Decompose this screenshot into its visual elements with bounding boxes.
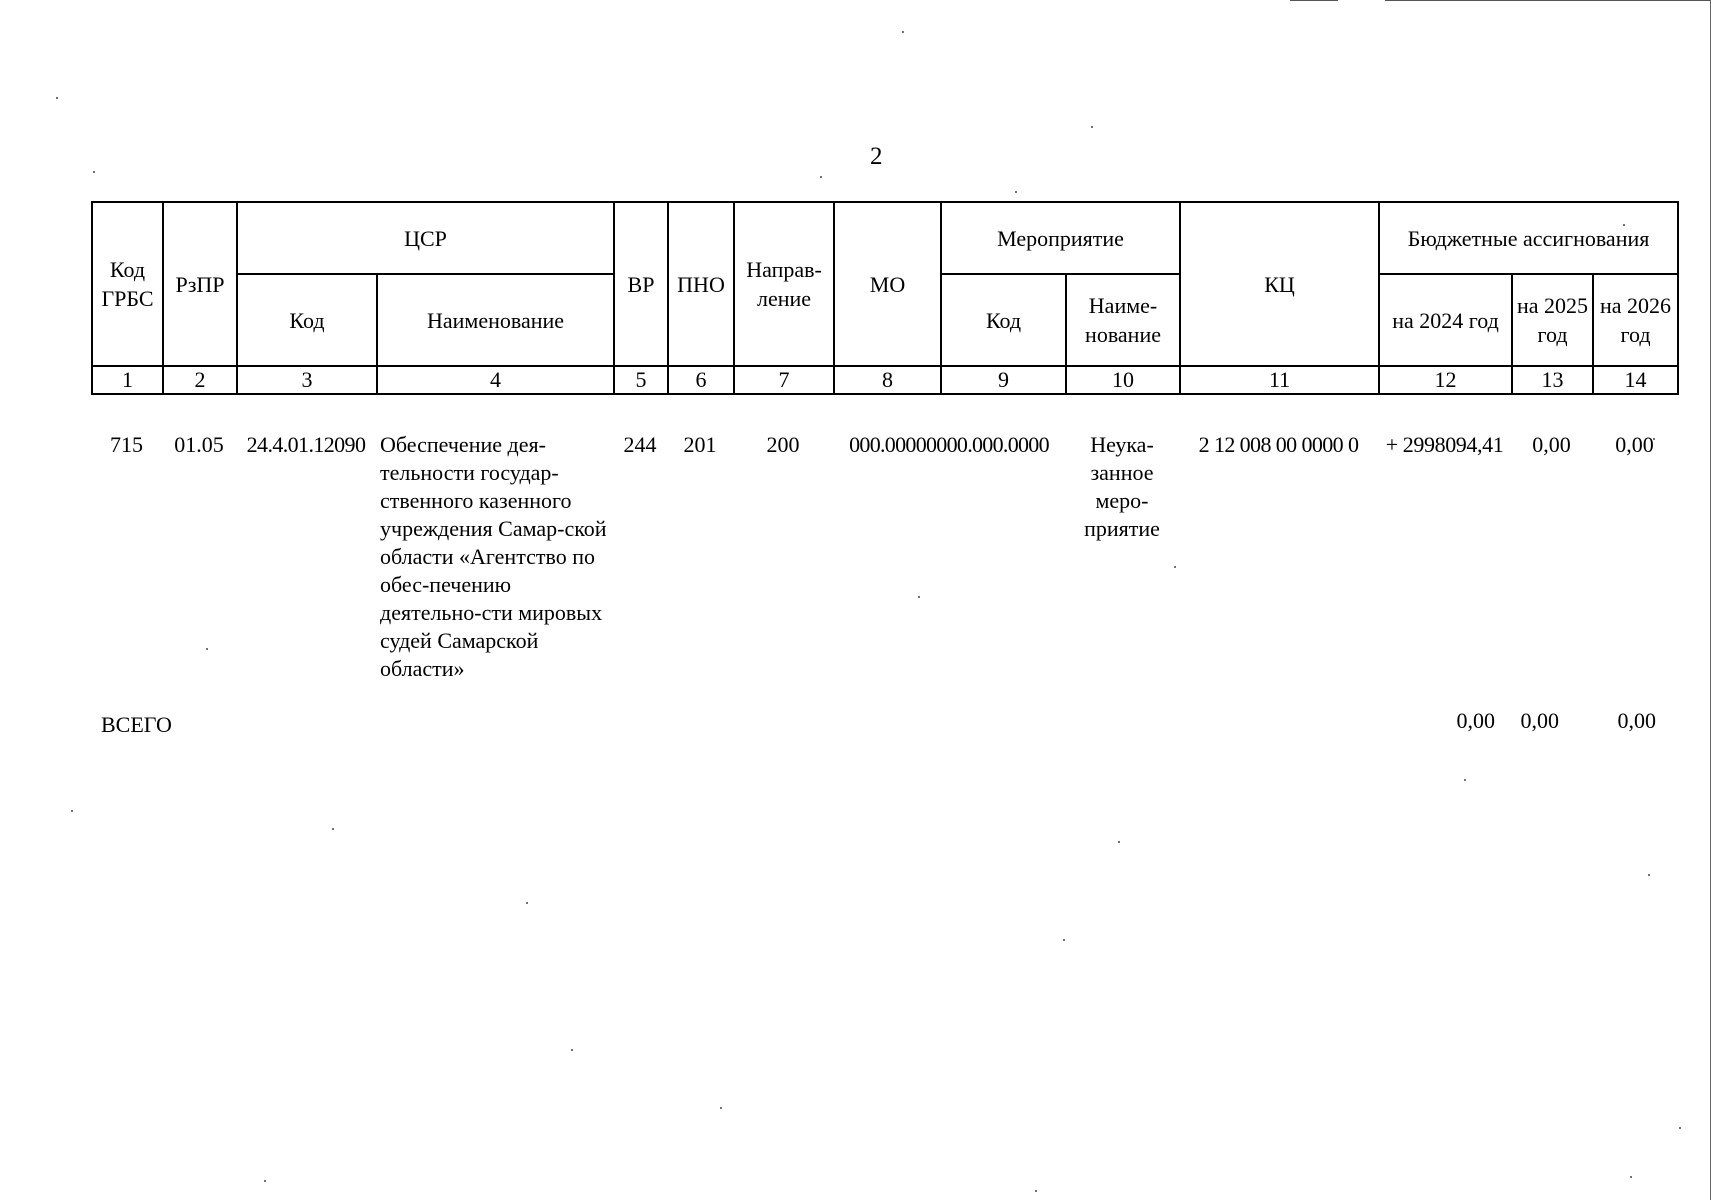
scan-speck [1630, 1176, 1632, 1178]
cell-vr: 244 [623, 432, 657, 457]
total-amount-2026: 0,00 [1617, 708, 1656, 733]
budget-table-header [91, 201, 1679, 395]
cell-csr-name: Обеспечение дея-тельности государ-ственного казенного учреждения Самар-ской области «Агентство по обес-печению деятельно-сти мировых судей Самарской области» [380, 432, 607, 681]
column-number: 7 [734, 366, 834, 394]
header-grbs: Код ГРБС [92, 202, 163, 366]
header-csr: ЦСР [237, 202, 614, 274]
scan-speck [71, 810, 73, 812]
total-amount-2025: 0,00 [1520, 708, 1559, 733]
column-number: 6 [668, 366, 734, 394]
scan-speck [571, 1049, 573, 1051]
column-number: 1 [92, 366, 163, 394]
header-pno: ПНО [668, 202, 734, 366]
header-year-2024: на 2024 год [1379, 274, 1512, 366]
cell-grbs: 715 [110, 432, 143, 457]
scan-speck [1015, 191, 1017, 193]
scan-speck [264, 1180, 266, 1182]
scan-speck [332, 828, 334, 830]
scan-speck [1648, 874, 1650, 876]
scan-speck [1091, 126, 1093, 128]
scan-speck [526, 902, 528, 904]
header-vr: ВР [614, 202, 668, 366]
header-year-2026: на 2026 год [1593, 274, 1678, 366]
total-amount-2024: 0,00 [1456, 708, 1495, 733]
header-year-2025: на 2025 год [1512, 274, 1593, 366]
cell-rzpr: 01.05 [174, 432, 224, 457]
header-event-name: Наиме-нование [1066, 274, 1180, 366]
header-rzpr: РзПР [163, 202, 237, 366]
page-number: 2 [870, 143, 883, 170]
cell-amount-2026: 0,00 [1615, 432, 1654, 457]
scan-speck [56, 97, 58, 99]
cell-mo-event-code: 000.00000000.000.0000 [849, 432, 1049, 457]
scan-speck [1063, 939, 1065, 941]
cell-amount-2024: + 2998094,41 [1385, 432, 1504, 457]
column-number: 3 [237, 366, 377, 394]
header-event: Мероприятие [941, 202, 1180, 274]
cell-pno: 201 [683, 432, 717, 457]
header-event-code: Код [941, 274, 1066, 366]
header-kc: КЦ [1180, 202, 1379, 366]
column-number: 11 [1180, 366, 1379, 394]
scan-speck [720, 1107, 722, 1109]
scan-speck [1679, 1127, 1681, 1129]
column-number: 13 [1512, 366, 1593, 394]
scan-speck [1118, 841, 1120, 843]
scan-speck [93, 171, 95, 173]
header-direction: Направ-ление [734, 202, 834, 366]
header-budget: Бюджетные ассигнования [1379, 202, 1678, 274]
column-number: 2 [163, 366, 237, 394]
total-label: ВСЕГО [101, 712, 172, 737]
column-number: 14 [1593, 366, 1678, 394]
scan-speck [820, 176, 822, 178]
column-number: 9 [941, 366, 1066, 394]
column-number: 10 [1066, 366, 1180, 394]
column-number-row [92, 366, 1678, 394]
column-number: 8 [834, 366, 941, 394]
table-row [91, 431, 1677, 683]
column-number: 4 [377, 366, 614, 394]
column-number: 12 [1379, 366, 1512, 394]
cell-kc: 2 12 008 00 0000 0 [1198, 432, 1359, 457]
budget-table-body [91, 431, 1677, 683]
header-mo: МО [834, 202, 941, 366]
scan-speck [902, 31, 904, 33]
header-csr-name: Наименование [377, 274, 614, 366]
header-csr-code: Код [237, 274, 377, 366]
cell-amount-2025: 0,00 [1532, 432, 1571, 457]
scan-speck [1035, 1190, 1037, 1192]
cell-direction: 200 [766, 432, 800, 457]
scan-speck [1464, 779, 1466, 781]
column-number: 5 [614, 366, 668, 394]
cell-csr-code: 24.4.01.12090 [246, 432, 366, 457]
cell-event-name: Неука-занное меро-приятие [1084, 432, 1160, 541]
